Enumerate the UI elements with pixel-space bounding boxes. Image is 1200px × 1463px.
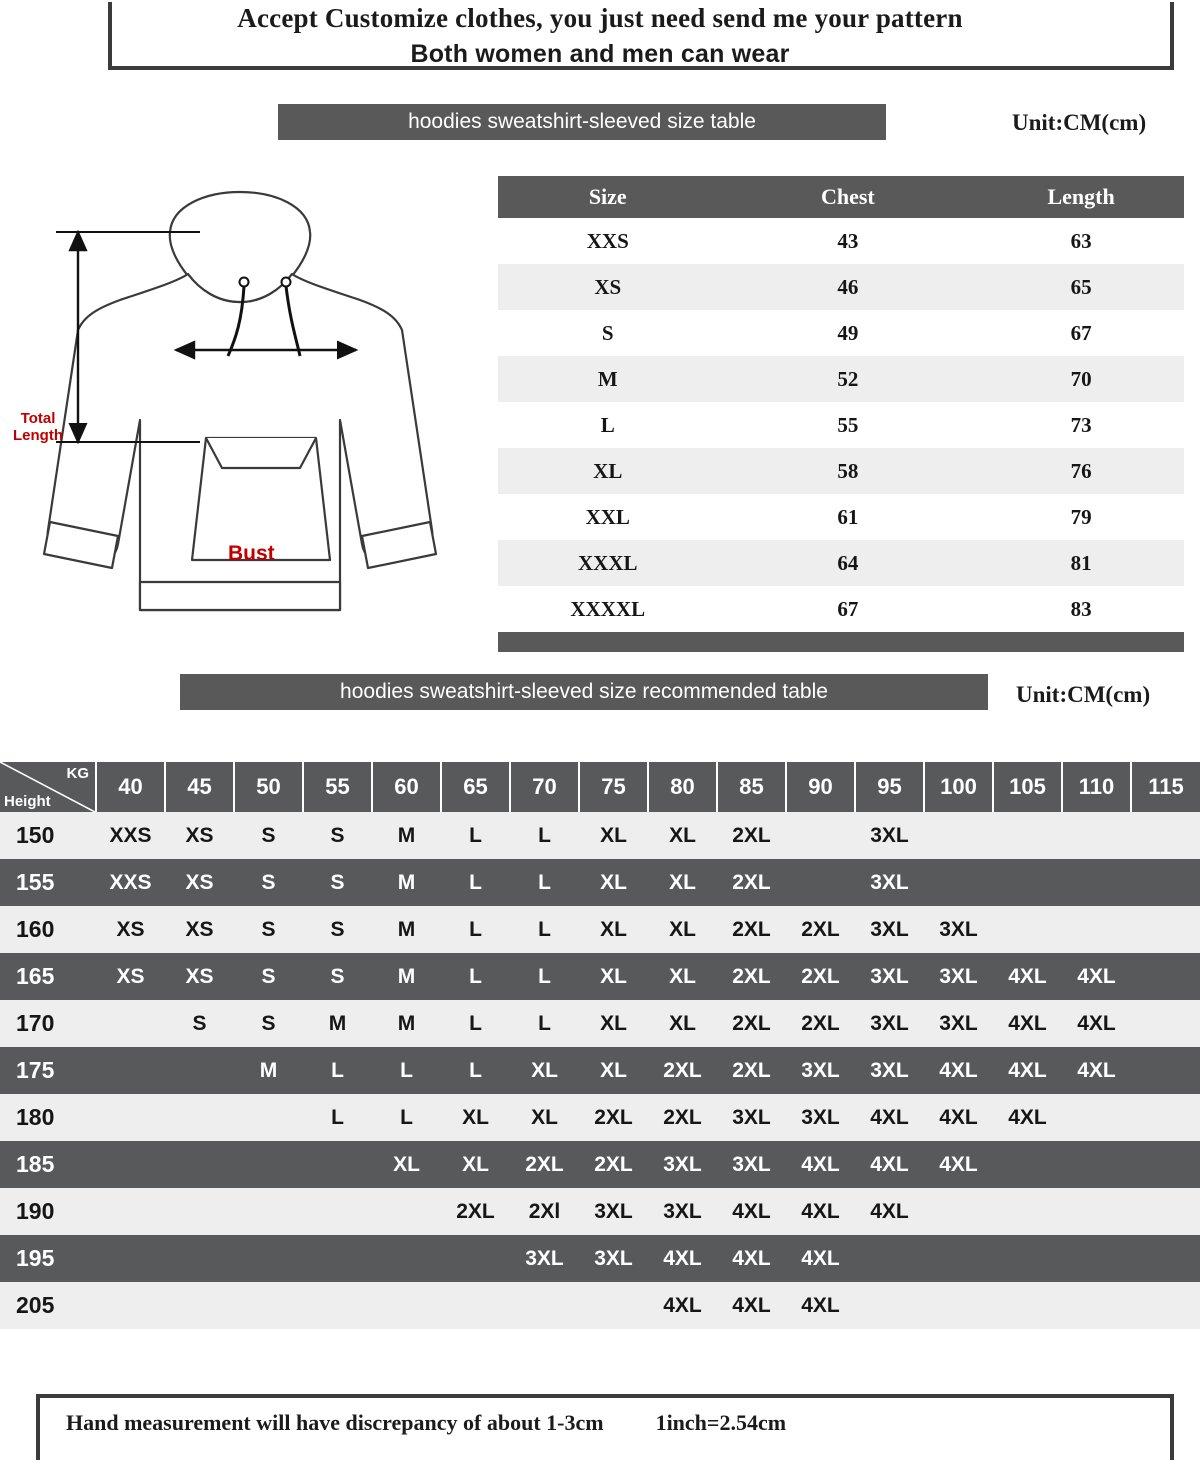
size-table-unit: Unit:CM(cm) bbox=[1012, 110, 1147, 135]
rec-cell bbox=[855, 1235, 924, 1282]
rec-cell: XL bbox=[441, 1094, 510, 1141]
rec-cell: XL bbox=[441, 1141, 510, 1188]
cell-chest: 49 bbox=[718, 310, 979, 356]
rec-cell bbox=[1131, 1000, 1200, 1047]
cell-size: XXXXL bbox=[498, 586, 718, 632]
rec-cell bbox=[1062, 859, 1131, 906]
rec-cell: 4XL bbox=[786, 1282, 855, 1329]
rec-cell: L bbox=[510, 906, 579, 953]
rec-cell: M bbox=[372, 906, 441, 953]
header-line-2: Both women and men can wear bbox=[410, 40, 790, 68]
rec-cell: L bbox=[441, 1047, 510, 1094]
cell-spacer bbox=[978, 632, 1184, 652]
rec-cell: 2XL bbox=[717, 1000, 786, 1047]
cell-length: 73 bbox=[978, 402, 1184, 448]
rec-cell: S bbox=[303, 812, 372, 859]
rec-cell bbox=[96, 1282, 165, 1329]
rec-cell: S bbox=[234, 812, 303, 859]
footer-text bbox=[66, 1410, 786, 1436]
rec-cell: XS bbox=[165, 906, 234, 953]
table-row bbox=[498, 586, 1184, 632]
rec-cell bbox=[1131, 953, 1200, 1000]
rec-cell bbox=[165, 1188, 234, 1235]
cell-length: 81 bbox=[978, 540, 1184, 586]
total-length-label bbox=[6, 410, 70, 444]
rec-cell bbox=[372, 1188, 441, 1235]
rec-cell: 4XL bbox=[717, 1235, 786, 1282]
rec-cell: XL bbox=[510, 1047, 579, 1094]
table-row bbox=[0, 1235, 1200, 1282]
rec-cell bbox=[96, 1094, 165, 1141]
rec-cell bbox=[993, 859, 1062, 906]
rec-cell: XS bbox=[165, 812, 234, 859]
rec-cell: 2XL bbox=[579, 1094, 648, 1141]
rec-cell: 2XL bbox=[717, 859, 786, 906]
size-table-title: hoodies sweatshirt-sleeved size table bbox=[408, 110, 756, 133]
rec-cell: 2XL bbox=[579, 1141, 648, 1188]
rec-cell bbox=[372, 1282, 441, 1329]
rec-cell: 4XL bbox=[993, 953, 1062, 1000]
rec-cell bbox=[579, 1282, 648, 1329]
rec-cell bbox=[441, 1235, 510, 1282]
recommend-table-title: hoodies sweatshirt-sleeved size recommended table bbox=[340, 680, 828, 703]
rec-cell bbox=[1062, 1141, 1131, 1188]
rec-cell: 4XL bbox=[648, 1235, 717, 1282]
rec-cell bbox=[924, 859, 993, 906]
bust-label: Bust bbox=[228, 542, 275, 565]
rec-cell: XS bbox=[165, 953, 234, 1000]
recommend-header-row bbox=[0, 762, 1200, 812]
weight-header-105: 105 bbox=[993, 762, 1062, 812]
rec-cell: 2XL bbox=[510, 1141, 579, 1188]
table-row bbox=[0, 953, 1200, 1000]
cell-chest: 43 bbox=[718, 218, 979, 264]
cell-size: XXL bbox=[498, 494, 718, 540]
rec-cell bbox=[96, 1188, 165, 1235]
weight-header-75: 75 bbox=[579, 762, 648, 812]
weight-header-55: 55 bbox=[303, 762, 372, 812]
rec-cell bbox=[993, 906, 1062, 953]
inch-conversion: 1inch=2.54cm bbox=[655, 1410, 787, 1435]
height-cell: 150 bbox=[0, 812, 96, 859]
rec-cell: XS bbox=[165, 859, 234, 906]
rec-cell bbox=[510, 1282, 579, 1329]
rec-cell: M bbox=[234, 1047, 303, 1094]
rec-cell: 3XL bbox=[924, 953, 993, 1000]
rec-cell: XL bbox=[648, 906, 717, 953]
rec-cell: L bbox=[510, 953, 579, 1000]
size-chart-header-length: Length bbox=[978, 176, 1184, 218]
rec-cell: M bbox=[372, 859, 441, 906]
rec-cell bbox=[1131, 906, 1200, 953]
rec-cell bbox=[165, 1141, 234, 1188]
weight-header-90: 90 bbox=[786, 762, 855, 812]
table-row bbox=[0, 906, 1200, 953]
table-row bbox=[498, 310, 1184, 356]
rec-cell bbox=[96, 1000, 165, 1047]
rec-cell bbox=[924, 812, 993, 859]
rec-cell bbox=[303, 1282, 372, 1329]
weight-header-60: 60 bbox=[372, 762, 441, 812]
rec-cell: 4XL bbox=[1062, 1000, 1131, 1047]
rec-cell bbox=[924, 1282, 993, 1329]
table-row bbox=[0, 1000, 1200, 1047]
cell-length: 63 bbox=[978, 218, 1184, 264]
header-line-1: Accept Customize clothes, you just need send me your pattern bbox=[237, 3, 963, 33]
header-text bbox=[0, 0, 1200, 72]
rec-cell bbox=[1062, 1188, 1131, 1235]
cell-spacer bbox=[498, 632, 718, 652]
rec-cell bbox=[96, 1235, 165, 1282]
rec-cell: 3XL bbox=[579, 1188, 648, 1235]
rec-cell: 2Xl bbox=[510, 1188, 579, 1235]
cell-size: XXS bbox=[498, 218, 718, 264]
rec-cell: 3XL bbox=[855, 953, 924, 1000]
cell-length: 67 bbox=[978, 310, 1184, 356]
weight-header-85: 85 bbox=[717, 762, 786, 812]
cell-length: 70 bbox=[978, 356, 1184, 402]
rec-cell bbox=[1131, 1094, 1200, 1141]
rec-cell: 3XL bbox=[648, 1188, 717, 1235]
rec-cell: S bbox=[165, 1000, 234, 1047]
rec-cell: L bbox=[441, 906, 510, 953]
rec-cell bbox=[234, 1235, 303, 1282]
rec-cell bbox=[165, 1282, 234, 1329]
cell-size: S bbox=[498, 310, 718, 356]
weight-header-70: 70 bbox=[510, 762, 579, 812]
rec-cell: XL bbox=[579, 906, 648, 953]
height-cell: 195 bbox=[0, 1235, 96, 1282]
rec-cell bbox=[1131, 1188, 1200, 1235]
table-row bbox=[498, 264, 1184, 310]
axis-label-height: Height bbox=[4, 793, 51, 810]
rec-cell: 4XL bbox=[924, 1094, 993, 1141]
rec-cell bbox=[1131, 1282, 1200, 1329]
cell-chest: 67 bbox=[718, 586, 979, 632]
cell-size: L bbox=[498, 402, 718, 448]
rec-cell: XL bbox=[579, 1047, 648, 1094]
rec-cell bbox=[372, 1235, 441, 1282]
table-row bbox=[498, 540, 1184, 586]
size-chart-table bbox=[498, 176, 1184, 652]
rec-cell bbox=[165, 1094, 234, 1141]
weight-header-65: 65 bbox=[441, 762, 510, 812]
rec-cell bbox=[303, 1235, 372, 1282]
rec-cell: XL bbox=[372, 1141, 441, 1188]
cell-chest: 52 bbox=[718, 356, 979, 402]
rec-cell bbox=[234, 1141, 303, 1188]
rec-cell bbox=[993, 1235, 1062, 1282]
rec-cell: XL bbox=[648, 812, 717, 859]
rec-cell bbox=[1131, 859, 1200, 906]
cell-chest: 64 bbox=[718, 540, 979, 586]
rec-cell: XXS bbox=[96, 859, 165, 906]
height-cell: 205 bbox=[0, 1282, 96, 1329]
rec-cell: 3XL bbox=[855, 1000, 924, 1047]
rec-cell: XL bbox=[579, 953, 648, 1000]
table-row bbox=[0, 1047, 1200, 1094]
rec-cell bbox=[1062, 812, 1131, 859]
rec-cell: 2XL bbox=[717, 906, 786, 953]
cell-length: 79 bbox=[978, 494, 1184, 540]
rec-cell bbox=[1131, 1047, 1200, 1094]
hoodie-diagram bbox=[0, 170, 470, 640]
cell-chest: 46 bbox=[718, 264, 979, 310]
rec-cell: S bbox=[303, 859, 372, 906]
rec-cell: 2XL bbox=[717, 1047, 786, 1094]
rec-cell bbox=[234, 1188, 303, 1235]
rec-cell: 2XL bbox=[786, 953, 855, 1000]
cell-chest: 55 bbox=[718, 402, 979, 448]
rec-cell bbox=[993, 1282, 1062, 1329]
rec-cell: S bbox=[234, 859, 303, 906]
weight-header-95: 95 bbox=[855, 762, 924, 812]
rec-cell: L bbox=[372, 1047, 441, 1094]
rec-cell: XL bbox=[579, 859, 648, 906]
total-length-label-line2: Length bbox=[13, 427, 63, 444]
rec-cell: 2XL bbox=[717, 812, 786, 859]
rec-cell bbox=[96, 1141, 165, 1188]
rec-cell: 4XL bbox=[717, 1282, 786, 1329]
rec-cell bbox=[1131, 1235, 1200, 1282]
rec-cell bbox=[993, 1188, 1062, 1235]
rec-cell: S bbox=[234, 953, 303, 1000]
rec-cell bbox=[1062, 1282, 1131, 1329]
rec-cell bbox=[1131, 1141, 1200, 1188]
rec-cell: 3XL bbox=[717, 1094, 786, 1141]
rec-cell bbox=[1062, 1235, 1131, 1282]
rec-cell bbox=[924, 1188, 993, 1235]
cell-chest: 58 bbox=[718, 448, 979, 494]
rec-cell bbox=[165, 1235, 234, 1282]
axis-corner-cell bbox=[0, 762, 96, 812]
rec-cell: L bbox=[510, 1000, 579, 1047]
rec-cell: 3XL bbox=[786, 1094, 855, 1141]
rec-cell: XL bbox=[648, 953, 717, 1000]
size-chart-header-chest: Chest bbox=[718, 176, 979, 218]
rec-cell: 4XL bbox=[855, 1141, 924, 1188]
total-length-label-line1: Total bbox=[20, 410, 56, 427]
size-chart-header-size: Size bbox=[498, 176, 718, 218]
height-cell: 185 bbox=[0, 1141, 96, 1188]
weight-header-100: 100 bbox=[924, 762, 993, 812]
rec-cell: 2XL bbox=[786, 1000, 855, 1047]
table-row bbox=[498, 448, 1184, 494]
rec-cell bbox=[786, 859, 855, 906]
recommend-table-unit: Unit:CM(cm) bbox=[1016, 682, 1151, 707]
rec-cell: 4XL bbox=[924, 1047, 993, 1094]
rec-cell bbox=[234, 1282, 303, 1329]
rec-cell: 4XL bbox=[786, 1141, 855, 1188]
rec-cell: 3XL bbox=[855, 1047, 924, 1094]
rec-cell: XXS bbox=[96, 812, 165, 859]
rec-cell: 4XL bbox=[924, 1141, 993, 1188]
rec-cell: 3XL bbox=[924, 906, 993, 953]
height-cell: 190 bbox=[0, 1188, 96, 1235]
rec-cell: L bbox=[441, 859, 510, 906]
table-row bbox=[0, 1282, 1200, 1329]
rec-cell: M bbox=[372, 1000, 441, 1047]
rec-cell: L bbox=[510, 812, 579, 859]
rec-cell bbox=[303, 1141, 372, 1188]
rec-cell: 3XL bbox=[510, 1235, 579, 1282]
height-cell: 175 bbox=[0, 1047, 96, 1094]
rec-cell: 4XL bbox=[993, 1094, 1062, 1141]
rec-cell: 3XL bbox=[648, 1141, 717, 1188]
rec-cell: L bbox=[303, 1047, 372, 1094]
rec-cell: S bbox=[234, 906, 303, 953]
recommend-table-title-bar bbox=[180, 674, 988, 710]
rec-cell: 3XL bbox=[855, 859, 924, 906]
table-row bbox=[498, 494, 1184, 540]
rec-cell: S bbox=[303, 906, 372, 953]
rec-cell bbox=[993, 812, 1062, 859]
rec-cell bbox=[1131, 812, 1200, 859]
rec-cell: 4XL bbox=[855, 1094, 924, 1141]
size-chart-footer-row bbox=[498, 632, 1184, 652]
weight-header-40: 40 bbox=[96, 762, 165, 812]
rec-cell bbox=[786, 812, 855, 859]
footer-note bbox=[0, 1390, 1200, 1463]
table-row bbox=[498, 356, 1184, 402]
weight-header-115: 115 bbox=[1131, 762, 1200, 812]
table-row bbox=[498, 402, 1184, 448]
rec-cell: 4XL bbox=[1062, 1047, 1131, 1094]
rec-cell: 3XL bbox=[786, 1047, 855, 1094]
rec-cell: 3XL bbox=[717, 1141, 786, 1188]
rec-cell: M bbox=[372, 953, 441, 1000]
rec-cell: XS bbox=[96, 906, 165, 953]
rec-cell: 2XL bbox=[786, 906, 855, 953]
rec-cell: 4XL bbox=[648, 1282, 717, 1329]
height-cell: 155 bbox=[0, 859, 96, 906]
weight-header-110: 110 bbox=[1062, 762, 1131, 812]
cell-size: XXXL bbox=[498, 540, 718, 586]
rec-cell bbox=[303, 1188, 372, 1235]
rec-cell bbox=[165, 1047, 234, 1094]
rec-cell: L bbox=[510, 859, 579, 906]
rec-cell: 4XL bbox=[786, 1188, 855, 1235]
rec-cell: 4XL bbox=[1062, 953, 1131, 1000]
rec-cell: 4XL bbox=[993, 1047, 1062, 1094]
rec-cell bbox=[924, 1235, 993, 1282]
cell-spacer bbox=[718, 632, 979, 652]
rec-cell bbox=[96, 1047, 165, 1094]
size-chart-header-row bbox=[498, 176, 1184, 218]
rec-cell: S bbox=[234, 1000, 303, 1047]
table-row bbox=[0, 859, 1200, 906]
rec-cell: 4XL bbox=[855, 1188, 924, 1235]
rec-cell: XL bbox=[510, 1094, 579, 1141]
cell-size: XS bbox=[498, 264, 718, 310]
rec-cell: 2XL bbox=[441, 1188, 510, 1235]
measurement-note: Hand measurement will have discrepancy of about 1-3cm bbox=[66, 1410, 604, 1435]
rec-cell: 4XL bbox=[717, 1188, 786, 1235]
cell-length: 65 bbox=[978, 264, 1184, 310]
weight-header-80: 80 bbox=[648, 762, 717, 812]
axis-label-weight: KG bbox=[66, 765, 89, 782]
height-cell: 160 bbox=[0, 906, 96, 953]
rec-cell: L bbox=[441, 953, 510, 1000]
rec-cell: 3XL bbox=[855, 812, 924, 859]
rec-cell: XL bbox=[579, 1000, 648, 1047]
table-row bbox=[0, 1188, 1200, 1235]
rec-cell: XS bbox=[96, 953, 165, 1000]
rec-cell: 3XL bbox=[579, 1235, 648, 1282]
rec-cell: M bbox=[372, 812, 441, 859]
rec-cell bbox=[855, 1282, 924, 1329]
cell-size: M bbox=[498, 356, 718, 402]
rec-cell bbox=[1062, 906, 1131, 953]
rec-cell: 3XL bbox=[855, 906, 924, 953]
table-row bbox=[498, 218, 1184, 264]
height-cell: 165 bbox=[0, 953, 96, 1000]
rec-cell: XL bbox=[579, 812, 648, 859]
cell-length: 76 bbox=[978, 448, 1184, 494]
table-row bbox=[0, 1094, 1200, 1141]
rec-cell: L bbox=[372, 1094, 441, 1141]
rec-cell bbox=[993, 1141, 1062, 1188]
size-table-title-bar bbox=[278, 104, 886, 140]
rec-cell: L bbox=[441, 812, 510, 859]
rec-cell: 2XL bbox=[717, 953, 786, 1000]
rec-cell: M bbox=[303, 1000, 372, 1047]
rec-cell: L bbox=[441, 1000, 510, 1047]
header-banner bbox=[0, 0, 1200, 80]
rec-cell: L bbox=[303, 1094, 372, 1141]
cell-length: 83 bbox=[978, 586, 1184, 632]
size-recommendation-table bbox=[0, 762, 1200, 1329]
rec-cell bbox=[234, 1094, 303, 1141]
height-cell: 180 bbox=[0, 1094, 96, 1141]
weight-header-50: 50 bbox=[234, 762, 303, 812]
cell-chest: 61 bbox=[718, 494, 979, 540]
rec-cell: 2XL bbox=[648, 1047, 717, 1094]
cell-size: XL bbox=[498, 448, 718, 494]
rec-cell: XL bbox=[648, 859, 717, 906]
rec-cell: S bbox=[303, 953, 372, 1000]
rec-cell bbox=[1062, 1094, 1131, 1141]
rec-cell: XL bbox=[648, 1000, 717, 1047]
rec-cell: 3XL bbox=[924, 1000, 993, 1047]
rec-cell: 2XL bbox=[648, 1094, 717, 1141]
table-row bbox=[0, 812, 1200, 859]
rec-cell: 4XL bbox=[993, 1000, 1062, 1047]
weight-header-45: 45 bbox=[165, 762, 234, 812]
height-cell: 170 bbox=[0, 1000, 96, 1047]
rec-cell bbox=[441, 1282, 510, 1329]
rec-cell: 4XL bbox=[786, 1235, 855, 1282]
table-row bbox=[0, 1141, 1200, 1188]
